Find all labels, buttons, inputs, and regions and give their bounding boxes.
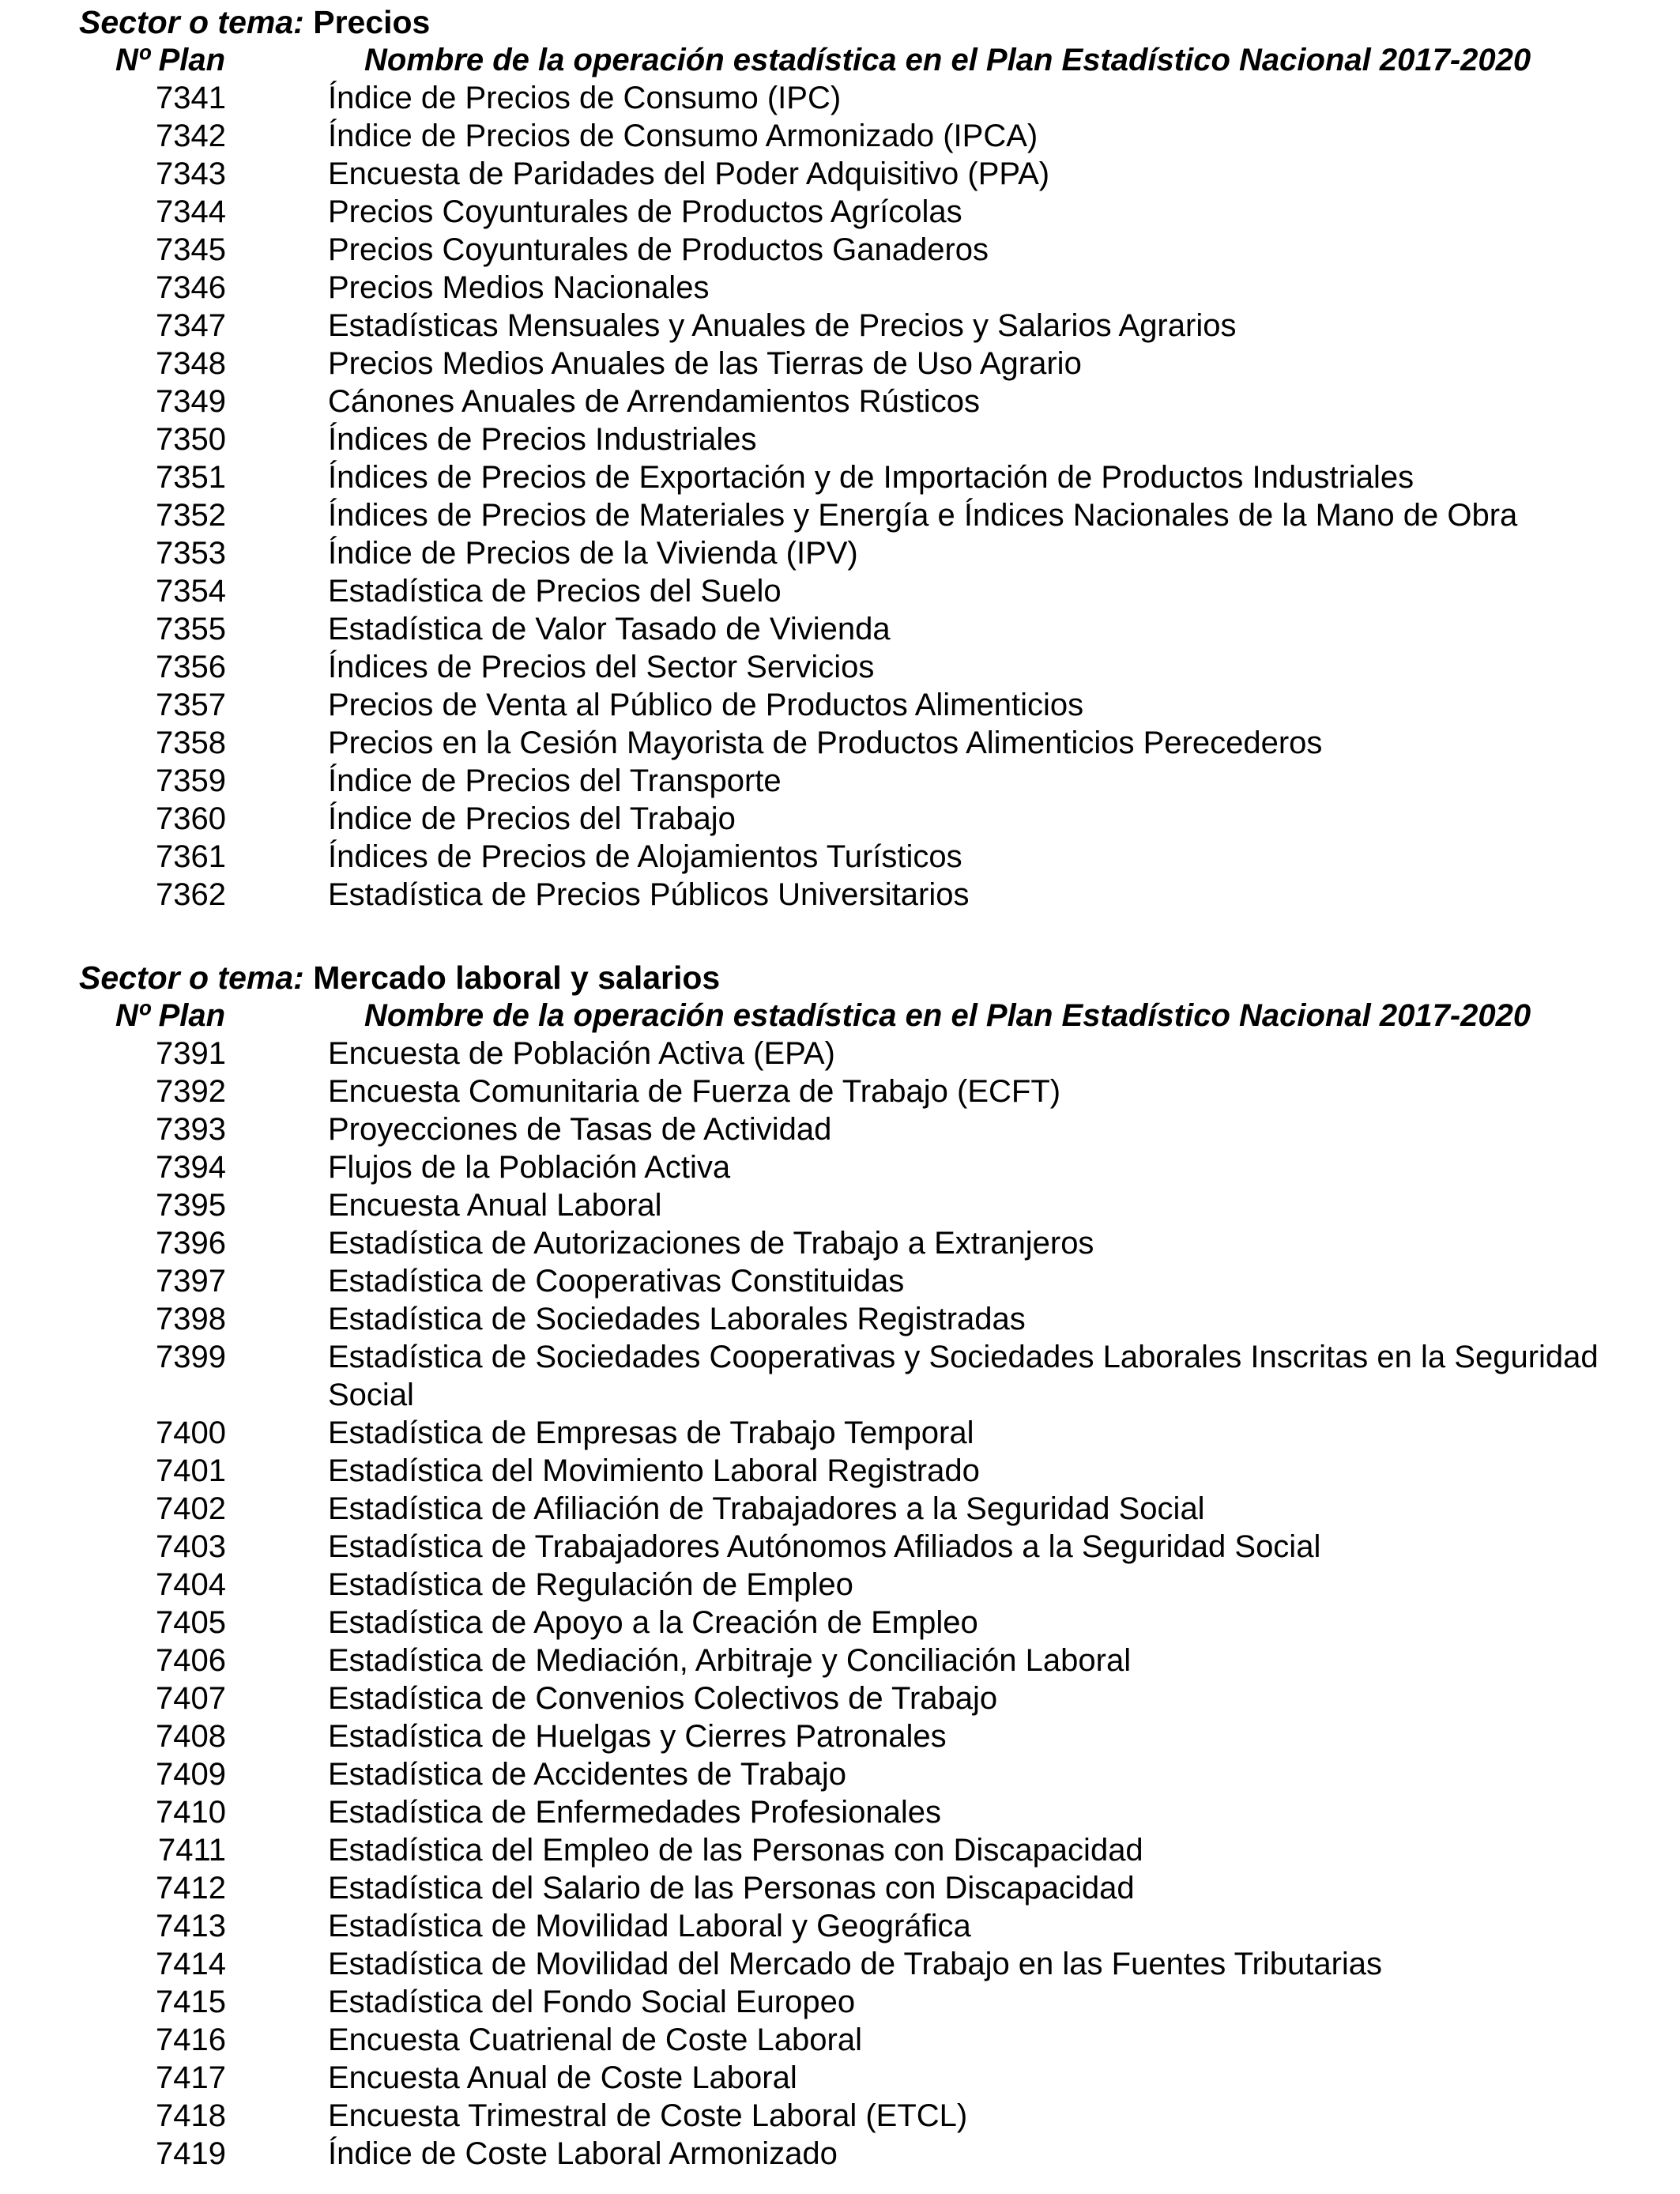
table-row — [79, 1300, 1628, 1338]
plan-number: 7358 — [156, 726, 226, 760]
table-row — [79, 1945, 1628, 1983]
plan-number: 7344 — [156, 194, 226, 229]
table-row — [79, 686, 1628, 724]
operation-name: Estadística de Trabajadores Autónomos Afiliados a la Seguridad Social — [328, 1529, 1321, 1564]
plan-number: 7398 — [156, 1302, 226, 1336]
operation-name: Encuesta Anual Laboral — [328, 1188, 662, 1223]
table-row — [79, 762, 1628, 800]
table-header — [79, 41, 1628, 79]
section-precios — [79, 3, 1628, 914]
operation-name: Precios de Venta al Público de Productos Alimenticios — [328, 688, 1084, 722]
plan-number: 7362 — [156, 877, 226, 912]
plan-number: 7418 — [156, 2098, 226, 2133]
operation-name: Índices de Precios Industriales — [328, 422, 757, 457]
plan-number: 7403 — [156, 1529, 226, 1564]
operation-name: Estadística de Movilidad del Mercado de Trabajo en las Fuentes Tributarias — [328, 1947, 1383, 1981]
plan-number: 7360 — [156, 801, 226, 836]
plan-number: 7400 — [156, 1416, 226, 1450]
plan-number: 7406 — [156, 1643, 226, 1678]
operation-name: Estadística del Salario de las Personas con Discapacidad — [328, 1871, 1135, 1906]
operation-name: Estadística de Valor Tasado de Vivienda — [328, 612, 891, 647]
table-row — [79, 1831, 1628, 1869]
operation-name: Índices de Precios de Exportación y de Importación de Productos Industriales — [328, 460, 1414, 495]
section-title — [79, 3, 1628, 41]
table-row — [79, 1793, 1628, 1831]
plan-number: 7361 — [156, 839, 226, 874]
plan-number: 7410 — [156, 1795, 226, 1830]
table-row — [79, 458, 1628, 496]
header-plan-number: Nº Plan — [115, 43, 226, 77]
operation-name: Índice de Precios de la Vivienda (IPV) — [328, 536, 858, 571]
table-row — [79, 572, 1628, 610]
operation-name: Precios Medios Nacionales — [328, 270, 710, 305]
operation-name: Estadística de Mediación, Arbitraje y Conciliación Laboral — [328, 1643, 1132, 1678]
table-row — [79, 1717, 1628, 1755]
plan-number: 7411 — [157, 1833, 226, 1868]
operation-name: Precios Coyunturales de Productos Ganaderos — [328, 232, 989, 267]
table-row — [79, 1186, 1628, 1224]
plan-number: 7391 — [156, 1036, 226, 1071]
plan-number: 7351 — [156, 460, 226, 495]
table-row — [79, 1642, 1628, 1679]
table-row — [79, 1490, 1628, 1528]
operation-name: Estadística de Enfermedades Profesionales — [328, 1795, 941, 1830]
table-row — [79, 420, 1628, 458]
table-row — [79, 79, 1628, 117]
operations-list — [79, 1035, 1628, 2173]
header-operation-name: Nombre de la operación estadística en el Plan Estadístico Nacional 2017-2020 — [364, 998, 1531, 1033]
plan-number: 7394 — [156, 1150, 226, 1185]
operation-name: Estadística de Huelgas y Cierres Patronales — [328, 1719, 947, 1754]
operation-name: Estadística de Movilidad Laboral y Geográfica — [328, 1909, 971, 1943]
header-operation-name: Nombre de la operación estadística en el Plan Estadístico Nacional 2017-2020 — [364, 43, 1531, 77]
plan-number: 7349 — [156, 384, 226, 419]
operation-name: Índice de Precios del Transporte — [328, 763, 782, 798]
operation-name: Proyecciones de Tasas de Actividad — [328, 1112, 832, 1147]
operation-name: Estadística de Sociedades Laborales Registradas — [328, 1302, 1026, 1336]
plan-number: 7399 — [156, 1340, 226, 1374]
table-row — [79, 838, 1628, 876]
table-row — [79, 1452, 1628, 1490]
plan-number: 7355 — [156, 612, 226, 647]
table-row — [79, 1755, 1628, 1793]
table-row — [79, 2021, 1628, 2059]
table-row — [79, 1110, 1628, 1148]
plan-number: 7396 — [156, 1226, 226, 1261]
plan-number: 7401 — [156, 1453, 226, 1488]
table-row — [79, 231, 1628, 269]
operation-name: Encuesta de Población Activa (EPA) — [328, 1036, 835, 1071]
operation-name: Estadística de Regulación de Empleo — [328, 1567, 853, 1602]
table-row — [79, 269, 1628, 307]
operation-name: Índices de Precios de Materiales y Energía e Índices Nacionales de la Mano de Obra — [328, 498, 1518, 533]
table-row — [79, 383, 1628, 420]
table-header — [79, 997, 1628, 1035]
plan-number: 7359 — [156, 763, 226, 798]
table-row — [79, 1338, 1628, 1414]
plan-number: 7345 — [156, 232, 226, 267]
plan-number: 7343 — [156, 156, 226, 191]
plan-number: 7416 — [156, 2022, 226, 2057]
section-title-name: Mercado laboral y salarios — [313, 959, 721, 996]
plan-number: 7415 — [156, 1985, 226, 2019]
operation-name: Estadística de Autorizaciones de Trabajo a Extranjeros — [328, 1226, 1094, 1261]
operation-name: Índices de Precios del Sector Servicios — [328, 650, 875, 684]
plan-number: 7354 — [156, 574, 226, 609]
plan-number: 7407 — [156, 1681, 226, 1716]
plan-number: 7417 — [156, 2060, 226, 2095]
operation-name: Precios en la Cesión Mayorista de Productos Alimenticios Perecederos — [328, 726, 1323, 760]
plan-number: 7350 — [156, 422, 226, 457]
operation-name: Encuesta Trimestral de Coste Laboral (ETCL) — [328, 2098, 968, 2133]
plan-number: 7395 — [156, 1188, 226, 1223]
plan-number: 7392 — [156, 1074, 226, 1109]
operation-name: Estadística de Precios Públicos Universitarios — [328, 877, 970, 912]
table-row — [79, 1224, 1628, 1262]
plan-number: 7356 — [156, 650, 226, 684]
table-row — [79, 155, 1628, 193]
table-row — [79, 345, 1628, 383]
table-row — [79, 496, 1628, 534]
operation-name: Estadística de Cooperativas Constituidas — [328, 1264, 905, 1299]
table-row — [79, 1148, 1628, 1186]
header-plan-number: Nº Plan — [115, 998, 226, 1033]
table-row — [79, 800, 1628, 838]
plan-number: 7402 — [156, 1491, 226, 1526]
section-title-label: Sector o tema: — [79, 4, 304, 40]
plan-number: 7341 — [156, 81, 226, 115]
plan-number: 7397 — [156, 1264, 226, 1299]
section-title — [79, 959, 1628, 997]
operation-name: Estadística del Movimiento Laboral Registrado — [328, 1453, 980, 1488]
operation-name: Índice de Precios de Consumo Armonizado (IPCA) — [328, 119, 1038, 153]
plan-number: 7412 — [156, 1871, 226, 1906]
plan-number: 7408 — [156, 1719, 226, 1754]
table-row — [79, 1414, 1628, 1452]
table-row — [79, 2097, 1628, 2135]
operation-name: Precios Coyunturales de Productos Agrícolas — [328, 194, 962, 229]
operation-name: Estadística del Fondo Social Europeo — [328, 1985, 856, 2019]
table-row — [79, 1566, 1628, 1604]
plan-number: 7414 — [156, 1947, 226, 1981]
table-row — [79, 534, 1628, 572]
operation-name: Estadística de Sociedades Cooperativas y Sociedades Laborales Inscritas en la Seguridad Social — [328, 1340, 1599, 1412]
operation-name: Encuesta Cuatrienal de Coste Laboral — [328, 2022, 862, 2057]
table-row — [79, 1983, 1628, 2021]
plan-number: 7405 — [156, 1605, 226, 1640]
plan-number: 7419 — [156, 2136, 226, 2171]
plan-number: 7348 — [156, 346, 226, 381]
table-row — [79, 610, 1628, 648]
table-row — [79, 117, 1628, 155]
operation-name: Estadística de Afiliación de Trabajadores a la Seguridad Social — [328, 1491, 1205, 1526]
operation-name: Precios Medios Anuales de las Tierras de Uso Agrario — [328, 346, 1082, 381]
table-row — [79, 1679, 1628, 1717]
table-row — [79, 1907, 1628, 1945]
operation-name: Estadística del Empleo de las Personas con Discapacidad — [328, 1833, 1143, 1868]
operation-name: Estadística de Empresas de Trabajo Temporal — [328, 1416, 974, 1450]
table-row — [79, 1869, 1628, 1907]
plan-number: 7409 — [156, 1757, 226, 1792]
operation-name: Estadística de Apoyo a la Creación de Empleo — [328, 1605, 978, 1640]
operation-name: Estadística de Accidentes de Trabajo — [328, 1757, 846, 1792]
plan-number: 7342 — [156, 119, 226, 153]
operation-name: Encuesta Anual de Coste Laboral — [328, 2060, 797, 2095]
table-row — [79, 1072, 1628, 1110]
operation-name: Encuesta de Paridades del Poder Adquisitivo (PPA) — [328, 156, 1050, 191]
table-row — [79, 1262, 1628, 1300]
table-row — [79, 2135, 1628, 2173]
plan-number: 7357 — [156, 688, 226, 722]
section-title-label: Sector o tema: — [79, 959, 304, 996]
operation-name: Índice de Precios de Consumo (IPC) — [328, 81, 842, 115]
table-row — [79, 2059, 1628, 2097]
operation-name: Flujos de la Población Activa — [328, 1150, 731, 1185]
table-row — [79, 724, 1628, 762]
operation-name: Índices de Precios de Alojamientos Turísticos — [328, 839, 962, 874]
table-row — [79, 1035, 1628, 1072]
operation-name: Encuesta Comunitaria de Fuerza de Trabajo (ECFT) — [328, 1074, 1061, 1109]
operation-name: Estadísticas Mensuales y Anuales de Precios y Salarios Agrarios — [328, 308, 1237, 343]
table-row — [79, 648, 1628, 686]
plan-number: 7393 — [156, 1112, 226, 1147]
operation-name: Índice de Precios del Trabajo — [328, 801, 736, 836]
table-row — [79, 1604, 1628, 1642]
operation-name: Cánones Anuales de Arrendamientos Rústicos — [328, 384, 980, 419]
plan-number: 7346 — [156, 270, 226, 305]
table-row — [79, 1528, 1628, 1566]
table-row — [79, 307, 1628, 345]
operation-name: Estadística de Precios del Suelo — [328, 574, 782, 609]
section-mercado-laboral — [79, 959, 1628, 2173]
plan-number: 7413 — [156, 1909, 226, 1943]
plan-number: 7352 — [156, 498, 226, 533]
plan-number: 7353 — [156, 536, 226, 571]
plan-number: 7347 — [156, 308, 226, 343]
table-row — [79, 193, 1628, 231]
operation-name: Estadística de Convenios Colectivos de Trabajo — [328, 1681, 998, 1716]
section-title-name: Precios — [313, 4, 431, 40]
operation-name: Índice de Coste Laboral Armonizado — [328, 2136, 838, 2171]
plan-number: 7404 — [156, 1567, 226, 1602]
operations-list — [79, 79, 1628, 914]
table-row — [79, 876, 1628, 914]
